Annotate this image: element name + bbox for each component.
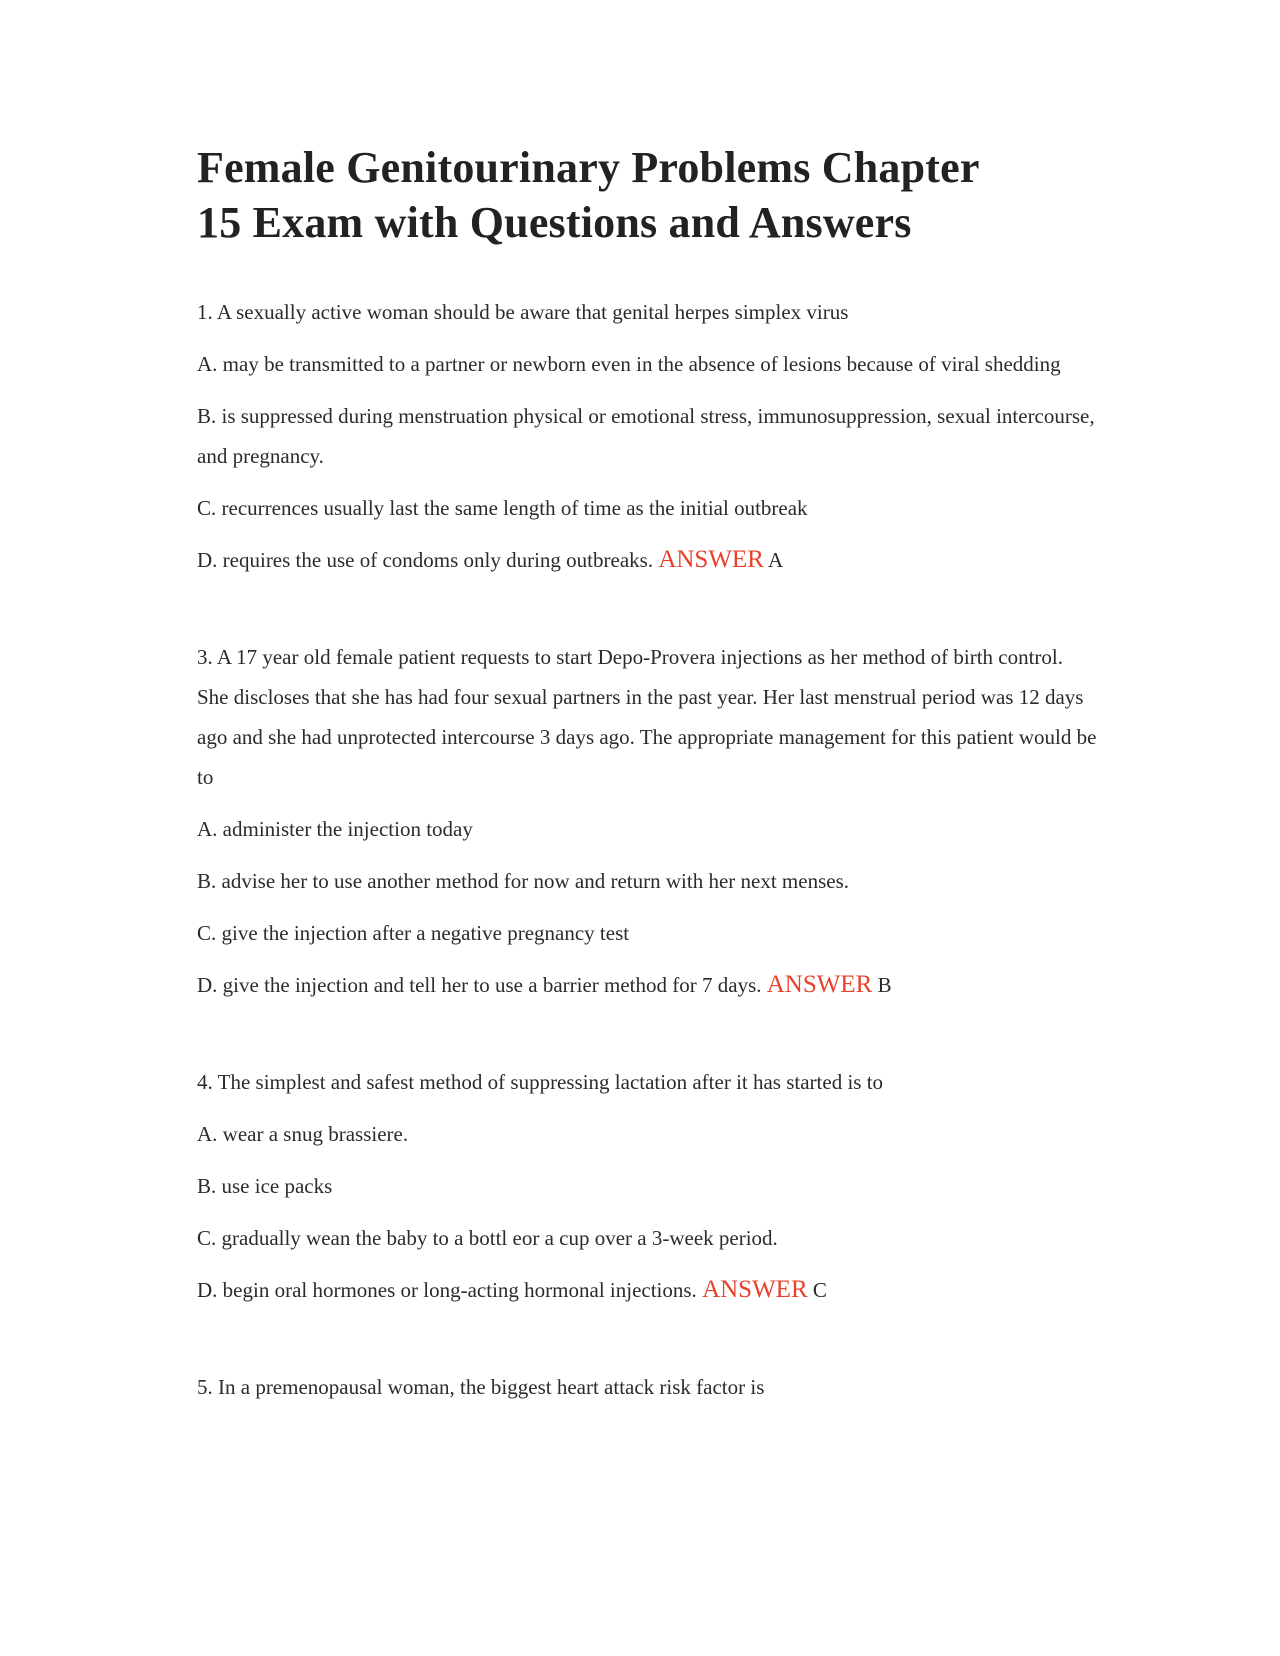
- option-a: A. may be transmitted to a partner or newborn even in the absence of lesions because of viral shedding: [197, 352, 1061, 376]
- answer-label: ANSWER: [702, 1276, 808, 1303]
- option-b: B. is suppressed during menstruation physical or emotional stress, immunosuppression, sexual intercourse, and pregnancy.: [197, 404, 1095, 468]
- question-stem: 1. A sexually active woman should be aware that genital herpes simplex virus: [197, 300, 849, 324]
- answer-label: ANSWER: [766, 971, 873, 998]
- option-c: C. recurrences usually last the same length of time as the initial outbreak: [197, 496, 808, 520]
- option-d-with-answer: [197, 965, 1097, 1005]
- question-3: [197, 637, 1097, 1005]
- answer-letter: C: [812, 1278, 827, 1302]
- title-line-1: Female Genitourinary Problems Chapter: [197, 143, 980, 192]
- option-d-with-answer: [197, 1270, 1097, 1310]
- question-5: [197, 1367, 1097, 1407]
- option-b: B. advise her to use another method for now and return with her next menses.: [197, 869, 849, 893]
- option-c: C. gradually wean the baby to a bottl eor a cup over a 3-week period.: [197, 1226, 778, 1250]
- question-stem: 5. In a premenopausal woman, the biggest heart attack risk factor is: [197, 1375, 765, 1399]
- question-stem: 4. The simplest and safest method of suppressing lactation after it has started is to: [197, 1070, 884, 1094]
- answer-label: ANSWER: [658, 546, 764, 573]
- title-line-2: 15 Exam with Questions and Answers: [197, 198, 912, 247]
- option-d: D. requires the use of condoms only during outbreaks.: [197, 548, 654, 572]
- page-title: [197, 140, 1097, 250]
- answer-letter: B: [877, 973, 892, 997]
- option-a: A. administer the injection today: [197, 817, 473, 841]
- option-c: C. give the injection after a negative pregnancy test: [197, 921, 630, 945]
- option-d: D. give the injection and tell her to use a barrier method for 7 days.: [197, 973, 762, 997]
- option-d-with-answer: [197, 540, 1097, 580]
- question-stem: 3. A 17 year old female patient requests to start Depo-Provera injections as her method of birth control. She discloses that she has had four sexual partners in the past year. Her last menstrual period was 12 days ago and she had unprotected intercourse 3 days ago. The appropriate management for this patient would be to: [197, 645, 1097, 789]
- question-1: [197, 292, 1097, 580]
- answer-letter: A: [767, 548, 784, 572]
- option-d: D. begin oral hormones or long-acting hormonal injections.: [197, 1278, 697, 1302]
- question-4: [197, 1062, 1097, 1310]
- option-a: A. wear a snug brassiere.: [197, 1122, 409, 1146]
- option-b: B. use ice packs: [197, 1174, 333, 1198]
- document-page: [197, 140, 1097, 1464]
